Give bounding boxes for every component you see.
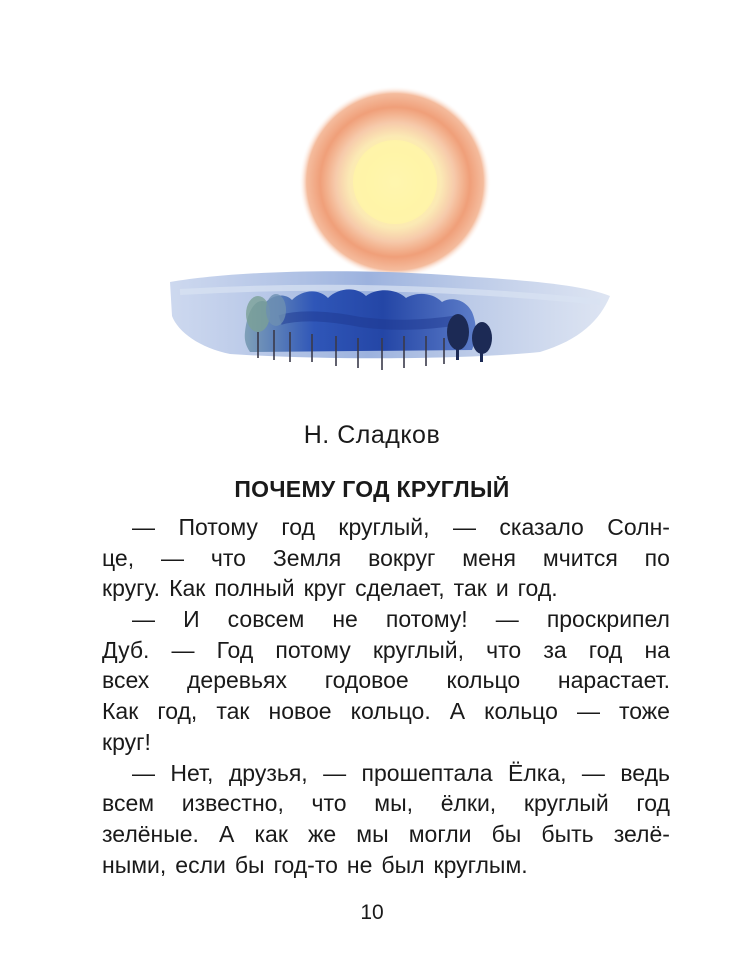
story-paragraph xyxy=(102,758,670,881)
watercolor-sun-over-forest-icon xyxy=(160,70,620,390)
text-line: кругу. Как полный круг сделает, так и год. xyxy=(102,575,558,602)
story-body xyxy=(102,512,670,880)
text-line: всем известно, что мы, ёлки, круглый год xyxy=(102,790,670,817)
story-title: ПОЧЕМУ ГОД КРУГЛЫЙ xyxy=(234,476,510,502)
text-line: — Потому год круглый, — сказало Солн- xyxy=(132,514,670,540)
text-line: зелёные. А как же мы могли бы быть зелё- xyxy=(102,820,670,847)
text-line: — Нет, друзья, — прошептала Ёлка, — ведь xyxy=(132,759,670,786)
page-number: 10 xyxy=(360,901,384,924)
text-line: ными, если бы год-то не был круглым. xyxy=(102,851,528,878)
text-line: це, — что Земля вокруг меня мчится по xyxy=(102,544,670,571)
text-line: — И совсем не потому! — проскрипел xyxy=(132,606,670,633)
author-name: Н. Сладков xyxy=(303,421,441,449)
text-line: Дуб. — Год потому круглый, что за год на xyxy=(102,636,670,663)
story-paragraph xyxy=(102,604,670,757)
text-line: Как год, так новое кольцо. А кольцо — тоже xyxy=(102,698,670,725)
text-line: всех деревьях годовое кольцо нарастает. xyxy=(102,667,670,694)
text-line: круг! xyxy=(102,728,151,755)
story-paragraph xyxy=(102,512,670,604)
